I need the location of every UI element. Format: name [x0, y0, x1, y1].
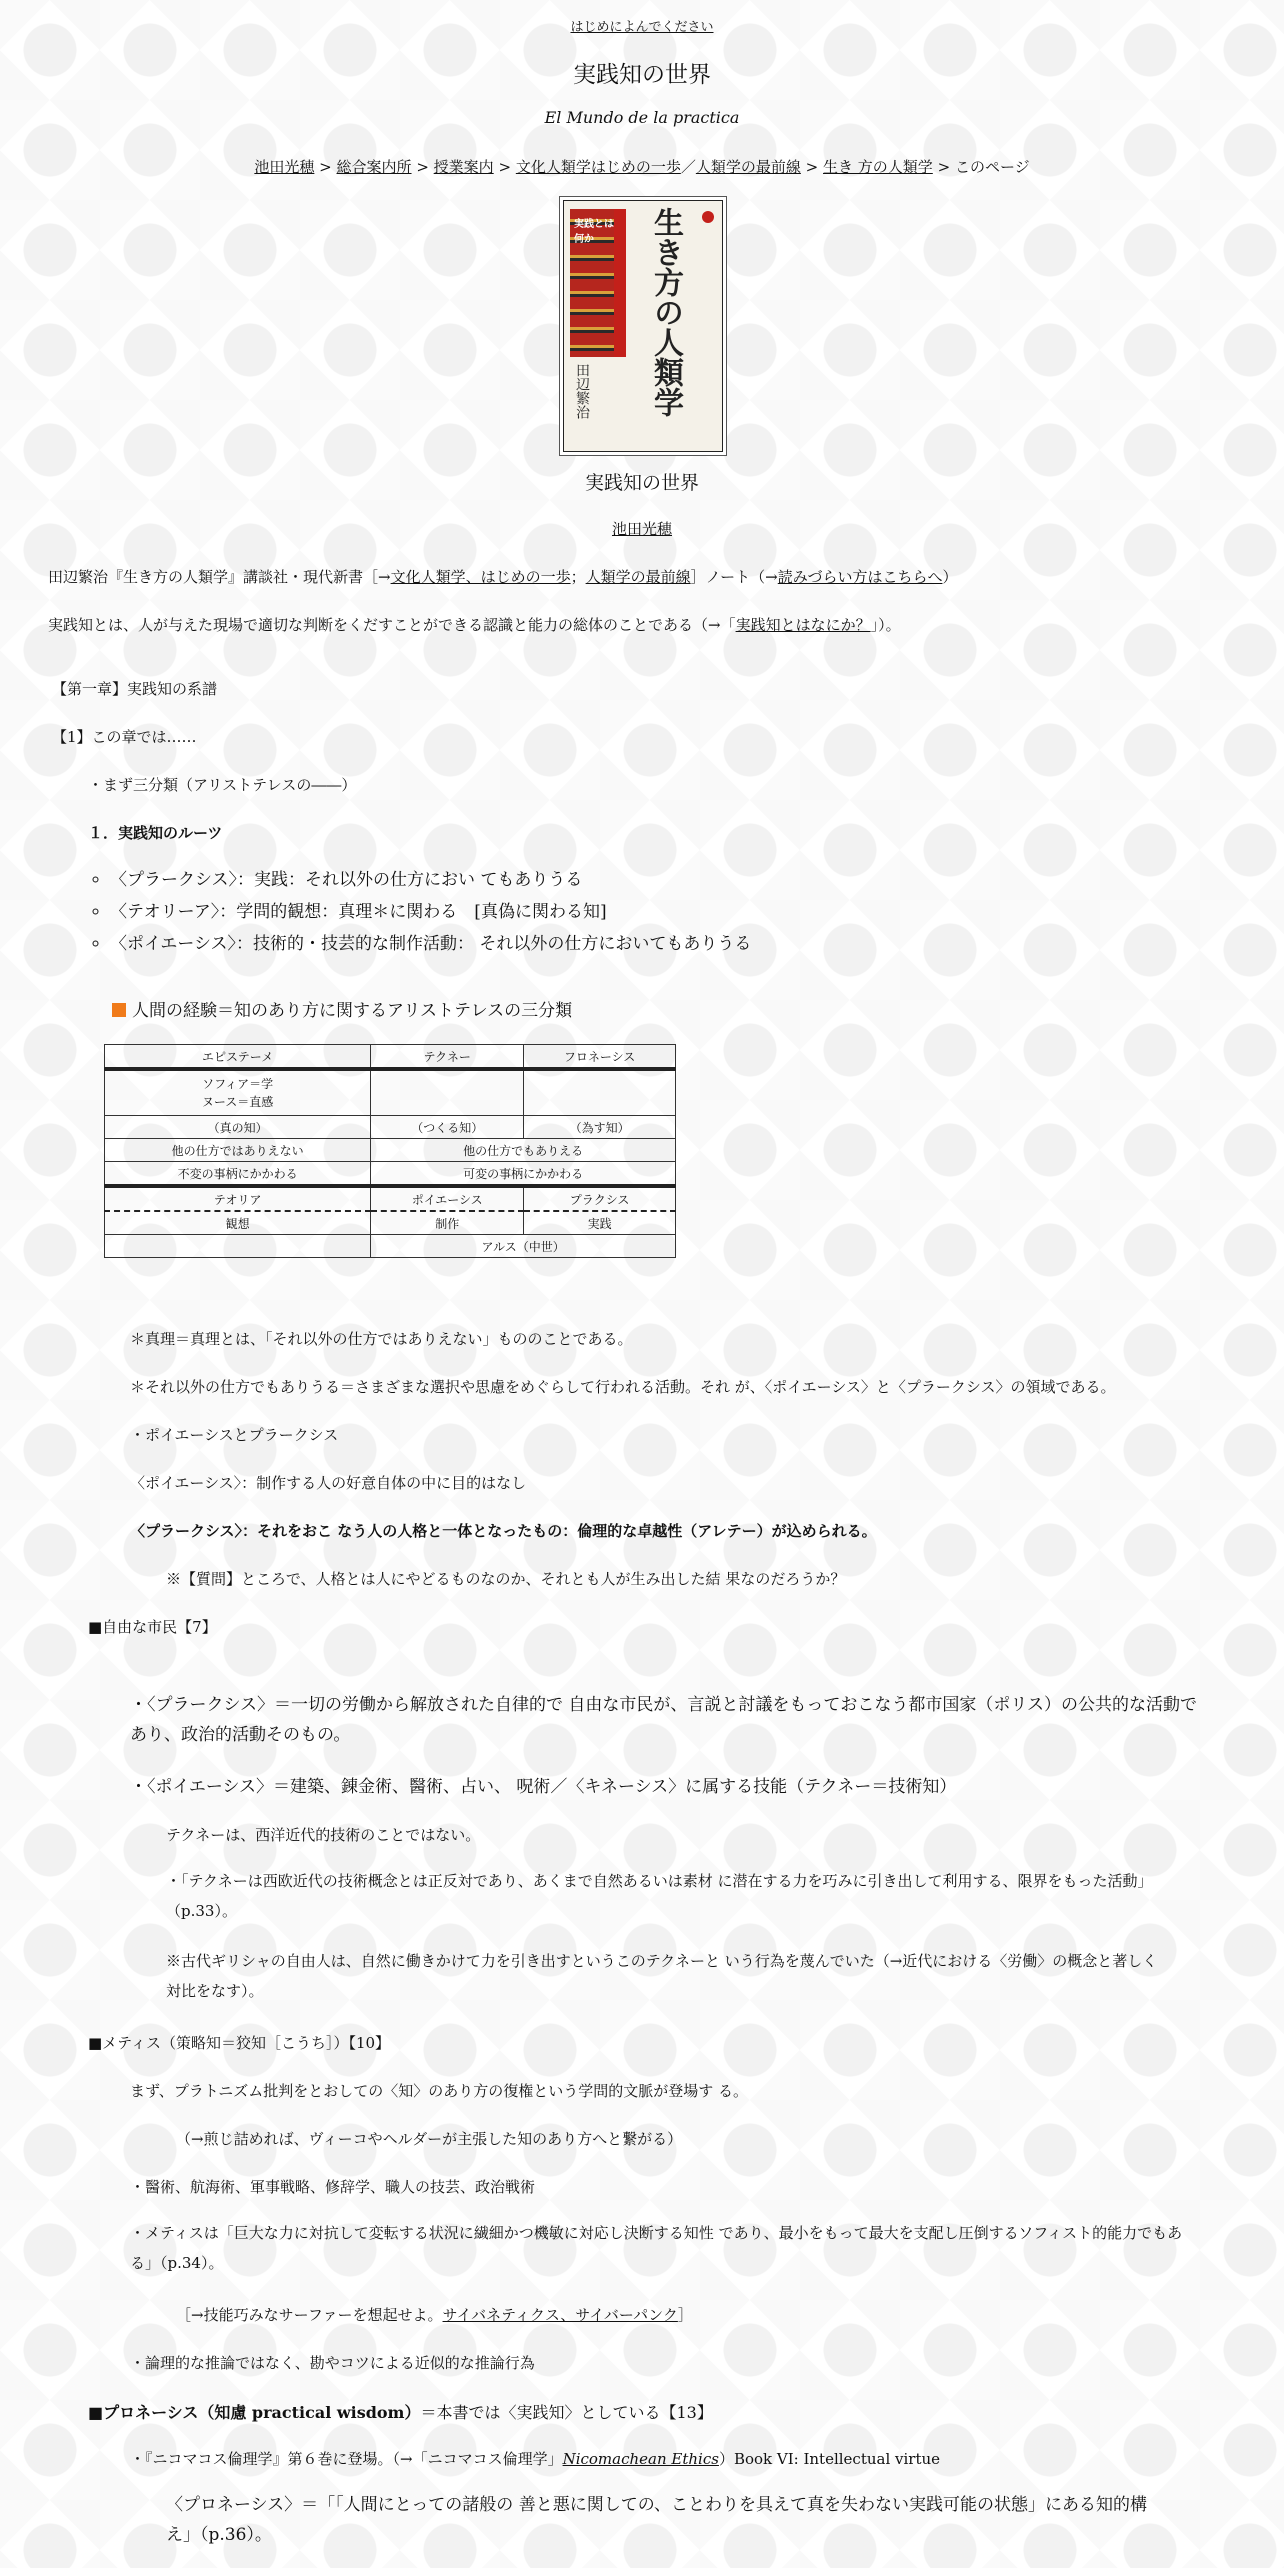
- link-nicomachean-ethics[interactable]: Nicomachean Ethics: [562, 2450, 719, 2468]
- root-praxis: ◦ 〈プラークシス〉：実践：それ以外の仕方におい てもありうる: [110, 864, 1184, 896]
- table-row: [105, 1139, 676, 1162]
- greek-free-man-note: ※古代ギリシャの自由人は、自然に働きかけて力を引き出すというこのテクネーと いう行為を蔑んでいた（→近代における〈労働〉の概念と著しく対比をなす）。: [166, 1952, 1158, 2000]
- metis-para-6: ・論理的な推論ではなく、勘やコツによる近似的な推論行為: [130, 2354, 535, 2372]
- note-other-ways: ＊それ以外の仕方でもありうる＝さまざまな選択や思慮をめぐらして行われる活動。それ が、〈ポイエーシス〉と〈プラークシス〉の領域である。: [130, 1378, 1116, 1396]
- breadcrumb-current: このページ: [954, 158, 1030, 176]
- table-cell: （真の知）: [105, 1116, 371, 1139]
- book-cover-title: 生き方の人類学: [648, 207, 683, 417]
- ref-mid: ］ノート（→: [690, 568, 778, 586]
- aristotle-classification-table: [104, 1044, 676, 1258]
- section1-heading: 【1】この章では……: [52, 728, 197, 746]
- table-cell: プラクシス: [524, 1186, 676, 1211]
- metis-para-3: ・醫術、航海術、軍事戦略、修辞学、職人の技芸、政治戦術: [130, 2178, 536, 2196]
- breadcrumb-anthropology-of-life[interactable]: 生き 方の人類学: [823, 158, 933, 176]
- table-row: [105, 1235, 676, 1258]
- metis-p5-prefix: ［→技能巧みなサーファーを想起せよ。: [176, 2306, 443, 2324]
- table-cell: 観想: [105, 1211, 371, 1235]
- root-theoria: ◦ 〈テオリーア〉：学問的観想：真理＊に関わる [真偽に関わる知]: [110, 896, 1184, 928]
- breadcrumb-sep: >: [805, 158, 819, 176]
- metis-heading: ■メティス（策略知＝狡知［こうち］）【10】: [88, 2034, 391, 2052]
- orange-square-icon: [112, 1003, 126, 1017]
- metis-para-4: ・メティスは「巨大な力に対抗して変転する状況に繊細かつ機敏に対応し決断する知性 であり、最小をもって最大を支配し圧倒するソフィスト的能力でもある」（p.34）。: [130, 2224, 1183, 2272]
- table-caption: [112, 996, 572, 1021]
- publisher-seal-icon: [702, 211, 714, 223]
- metis-para-1: まず、プラトニズム批判をとおしての〈知〉のあり方の復権という学問的文脈が登場す る。: [130, 2082, 748, 2100]
- ref-sep: ；: [570, 568, 586, 586]
- ref-prefix: 田辺繁治『生き方の人類学』講談社・現代新書［→: [48, 568, 391, 586]
- praxis-definition: 〈プラークシス〉：それをおこ なう人の人格と一体となったもの：倫理的な卓越性（アレテー）が込められる。: [130, 1522, 877, 1540]
- free-citizen-heading: ■自由な市民【7】: [88, 1618, 217, 1636]
- ref-suffix: ）: [942, 568, 958, 586]
- book-reference: [48, 566, 1248, 587]
- breadcrumb-anthropology-frontier[interactable]: 人類学の最前線: [695, 158, 801, 176]
- table-row: [105, 1162, 676, 1187]
- table-cell: 他の仕方でもありえる: [371, 1139, 676, 1162]
- phronesis-p1-suffix: ）Book VI: Intellectual virtue: [718, 2450, 941, 2468]
- roots-heading: １．実践知のルーツ: [88, 824, 223, 842]
- phronesis-heading-bold: ■プロネーシス（知慮 practical wisdom）: [88, 2403, 421, 2422]
- book-cover-image: [563, 200, 723, 452]
- page-author: [0, 518, 1284, 539]
- techne-note: テクネーは、西洋近代的技術のことではない。: [166, 1826, 481, 1844]
- phronesis-heading-rest: ＝本書では〈実践知〉としている【13】: [420, 2403, 713, 2422]
- breadcrumb-sep: >: [319, 158, 332, 176]
- phronesis-para-2: 〈プロネーシス〉＝「「人間にとっての諸般の 善と悪に関しての、ことわりを具えて真を失わない実践可能の状態」にある知的構え」（p.36）。: [166, 2495, 1148, 2545]
- breadcrumb-sep: ／: [680, 158, 696, 176]
- read-first-link[interactable]: はじめによんでください: [570, 20, 714, 35]
- breadcrumb-sep: >: [937, 158, 951, 176]
- table-row: [105, 1186, 676, 1211]
- phronesis-heading: [88, 2400, 1248, 2423]
- table-cell: 不変の事柄にかかわる: [105, 1162, 371, 1187]
- three-classes-bullet: ・まず三分類（アリストテレスの――）: [88, 776, 357, 794]
- table-caption-text: 人間の経験＝知のあり方に関するアリストテレスの三分類: [132, 1001, 573, 1021]
- table-cell: 制作: [371, 1211, 524, 1235]
- breadcrumb-sep: >: [498, 158, 512, 176]
- site-subtitle: El Mundo de la practica: [544, 108, 740, 127]
- poiesis-definition: 〈ポイエーシス〉：制作する人の好意自体の中に目的はなし: [130, 1474, 527, 1492]
- link-what-is-practical-knowledge[interactable]: 実践知とはなにか？: [735, 616, 871, 634]
- link-anthropology-frontier[interactable]: 人類学の最前線: [585, 568, 691, 586]
- metis-p5-suffix: ］: [677, 2306, 693, 2324]
- breadcrumb-guide[interactable]: 総合案内所: [336, 158, 412, 176]
- free-citizen-poiesis: ・〈ポイエーシス〉＝建築、錬金術、醫術、占い、 呪術／〈キネーシス〉に属する技能（テクネー＝技術知）: [130, 1777, 957, 1797]
- breadcrumb-courses[interactable]: 授業案内: [433, 158, 494, 176]
- cell-sophia: ソフィア＝学: [202, 1077, 274, 1091]
- table-header-phronesis: フロネーシス: [524, 1045, 676, 1070]
- question-note: ※【質問】ところで、人格とは人にやどるものなのか、それとも人が生み出した結 果なのだろうか？: [166, 1570, 846, 1588]
- book-cover-author: 田辺繁治: [574, 363, 590, 419]
- table-cell: 実践: [524, 1211, 676, 1235]
- site-title: 実践知の世界: [573, 62, 711, 88]
- table-cell: [105, 1069, 371, 1116]
- table-cell: （つくる知）: [371, 1116, 524, 1139]
- table-row: [105, 1069, 676, 1116]
- metis-para-5: [176, 2304, 1236, 2325]
- table-row: [105, 1116, 676, 1139]
- table-cell: [105, 1235, 371, 1258]
- cell-nous: ヌース＝直感: [201, 1095, 274, 1109]
- note-truth: ＊真理＝真理とは、「それ以外の仕方ではありえない」もののことである。: [130, 1330, 633, 1348]
- table-cell: （為す知）: [524, 1116, 676, 1139]
- link-easy-read[interactable]: 読みづらい方はこちらへ: [777, 568, 943, 586]
- techne-quote: ・「テクネーは西欧近代の技術概念とは正反対であり、あくまで自然あるいは素材 に潜在する力を巧みに引き出して利用する、限界をもった活動」（p.33）。: [166, 1872, 1153, 1920]
- phronesis-p1-prefix: ・『ニコマコス倫理学』第６巻に登場。（→「ニコマコス倫理学」: [130, 2450, 563, 2468]
- breadcrumb-anthropology-first-step[interactable]: 文化人類学はじめの一歩: [515, 158, 681, 176]
- breadcrumb-home[interactable]: 池田光穂: [254, 158, 315, 176]
- page-title: 実践知の世界: [584, 472, 699, 494]
- metis-para-2: （→煎じ詰めれば、ヴィーコやヘルダーが主張した知のあり方へと繋がる）: [176, 2130, 683, 2148]
- practical-knowledge-definition: [48, 614, 1248, 635]
- table-cell: アルス（中世）: [371, 1235, 676, 1258]
- table-row: [105, 1045, 676, 1070]
- table-cell: [524, 1069, 676, 1116]
- breadcrumb-sep: >: [416, 158, 429, 176]
- book-cover-subtitle: 実践とは何か: [574, 219, 614, 245]
- link-cybernetics[interactable]: サイバネティクス、サイバーパンク: [442, 2306, 678, 2324]
- chapter1-heading: 【第一章】実践知の系譜: [52, 680, 218, 698]
- table-cell: [371, 1069, 524, 1116]
- poiesis-praxis-heading: ・ポイエーシスとプラークシス: [130, 1426, 339, 1444]
- book-cover-band: [614, 209, 626, 357]
- free-citizen-praxis: ・〈プラークシス〉＝一切の労働から解放された自律的で 自由な市民が、言説と討議をもっておこなう都市国家（ポリス）の公共的な活動であり、政治的活動そのもの。: [130, 1695, 1198, 1745]
- author-link[interactable]: 池田光穂: [611, 520, 672, 538]
- breadcrumb: [0, 156, 1284, 177]
- table-cell: テオリア: [105, 1186, 371, 1211]
- def-suffix: 」）。: [870, 616, 901, 634]
- phronesis-para-1: [130, 2448, 1230, 2469]
- table-header-episteme: エピステーメ: [105, 1045, 371, 1070]
- link-anthropology-first-step[interactable]: 文化人類学、はじめの一歩: [390, 568, 571, 586]
- top-notice: [0, 16, 1284, 35]
- root-poiesis: ◦ 〈ポイエーシス〉：技術的・技芸的な制作活動： それ以外の仕方においてもありうる: [110, 928, 1184, 960]
- table-cell: 他の仕方ではありえない: [105, 1139, 371, 1162]
- def-prefix: 実践知とは、人が与えた現場で適切な判断をくだすことができる認識と能力の総体のことである（→「: [48, 616, 736, 634]
- table-header-techne: テクネー: [371, 1045, 524, 1070]
- table-row: [105, 1211, 676, 1235]
- roots-list: [84, 864, 1184, 960]
- table-cell: 可変の事柄にかかわる: [371, 1162, 676, 1187]
- table-cell: ポイエーシス: [371, 1186, 524, 1211]
